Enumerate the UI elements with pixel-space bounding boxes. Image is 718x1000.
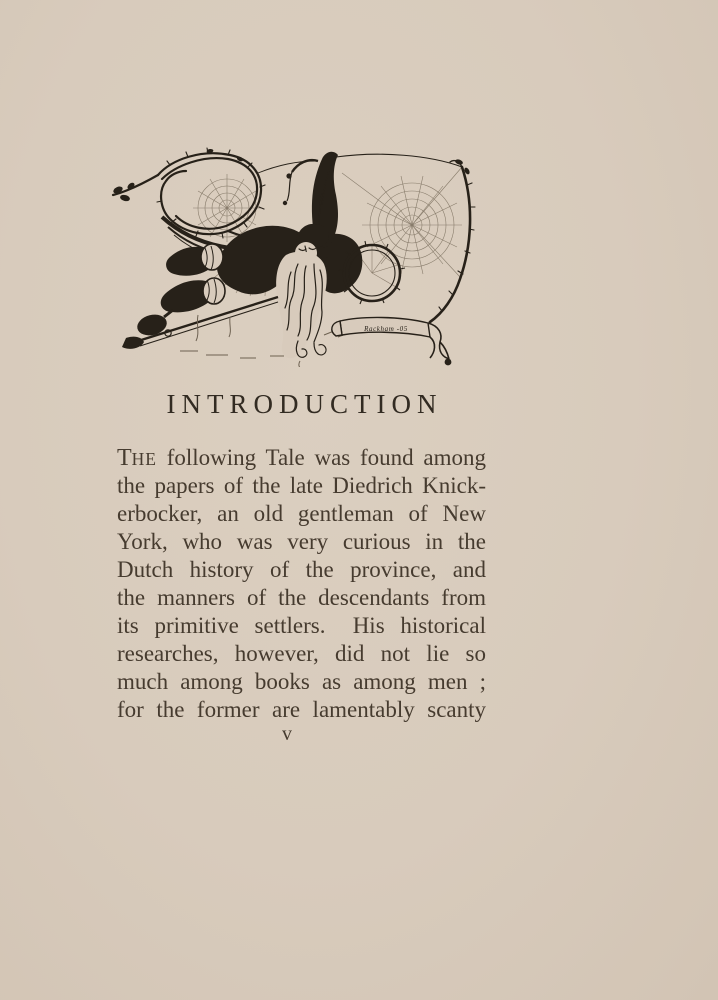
page-title: INTRODUCTION <box>166 389 443 419</box>
text-line: researches, however, did not lie so <box>117 641 486 666</box>
artist-signature: Rackham -05 <box>364 325 408 333</box>
text-line: Dutch history of the province, and <box>117 557 486 582</box>
text-line: its primitive settlers. His historical <box>117 613 486 638</box>
sleeping-figure <box>122 152 362 367</box>
drooping-twig <box>292 160 318 172</box>
beard-spiral-2 <box>314 343 326 355</box>
text-line: for the former are lamentably scanty <box>117 697 486 722</box>
boots <box>161 244 225 312</box>
text-line: the papers of the late Diedrich Knick- <box>117 473 486 498</box>
signature-ribbon <box>332 317 452 365</box>
page-number: v <box>282 723 292 745</box>
paragraph <box>117 444 486 724</box>
ground-strokes <box>180 315 346 367</box>
text-line: York, who was very curious in the <box>117 529 486 554</box>
text-line: THE following Tale was found among <box>117 445 486 471</box>
text-line: the manners of the descendants from <box>117 585 486 610</box>
jug <box>135 310 173 338</box>
text-line: erbocker, an old gentleman of New <box>117 501 486 526</box>
rackham-illustration <box>110 145 478 367</box>
text-line: much among books as among men ; <box>117 669 486 694</box>
